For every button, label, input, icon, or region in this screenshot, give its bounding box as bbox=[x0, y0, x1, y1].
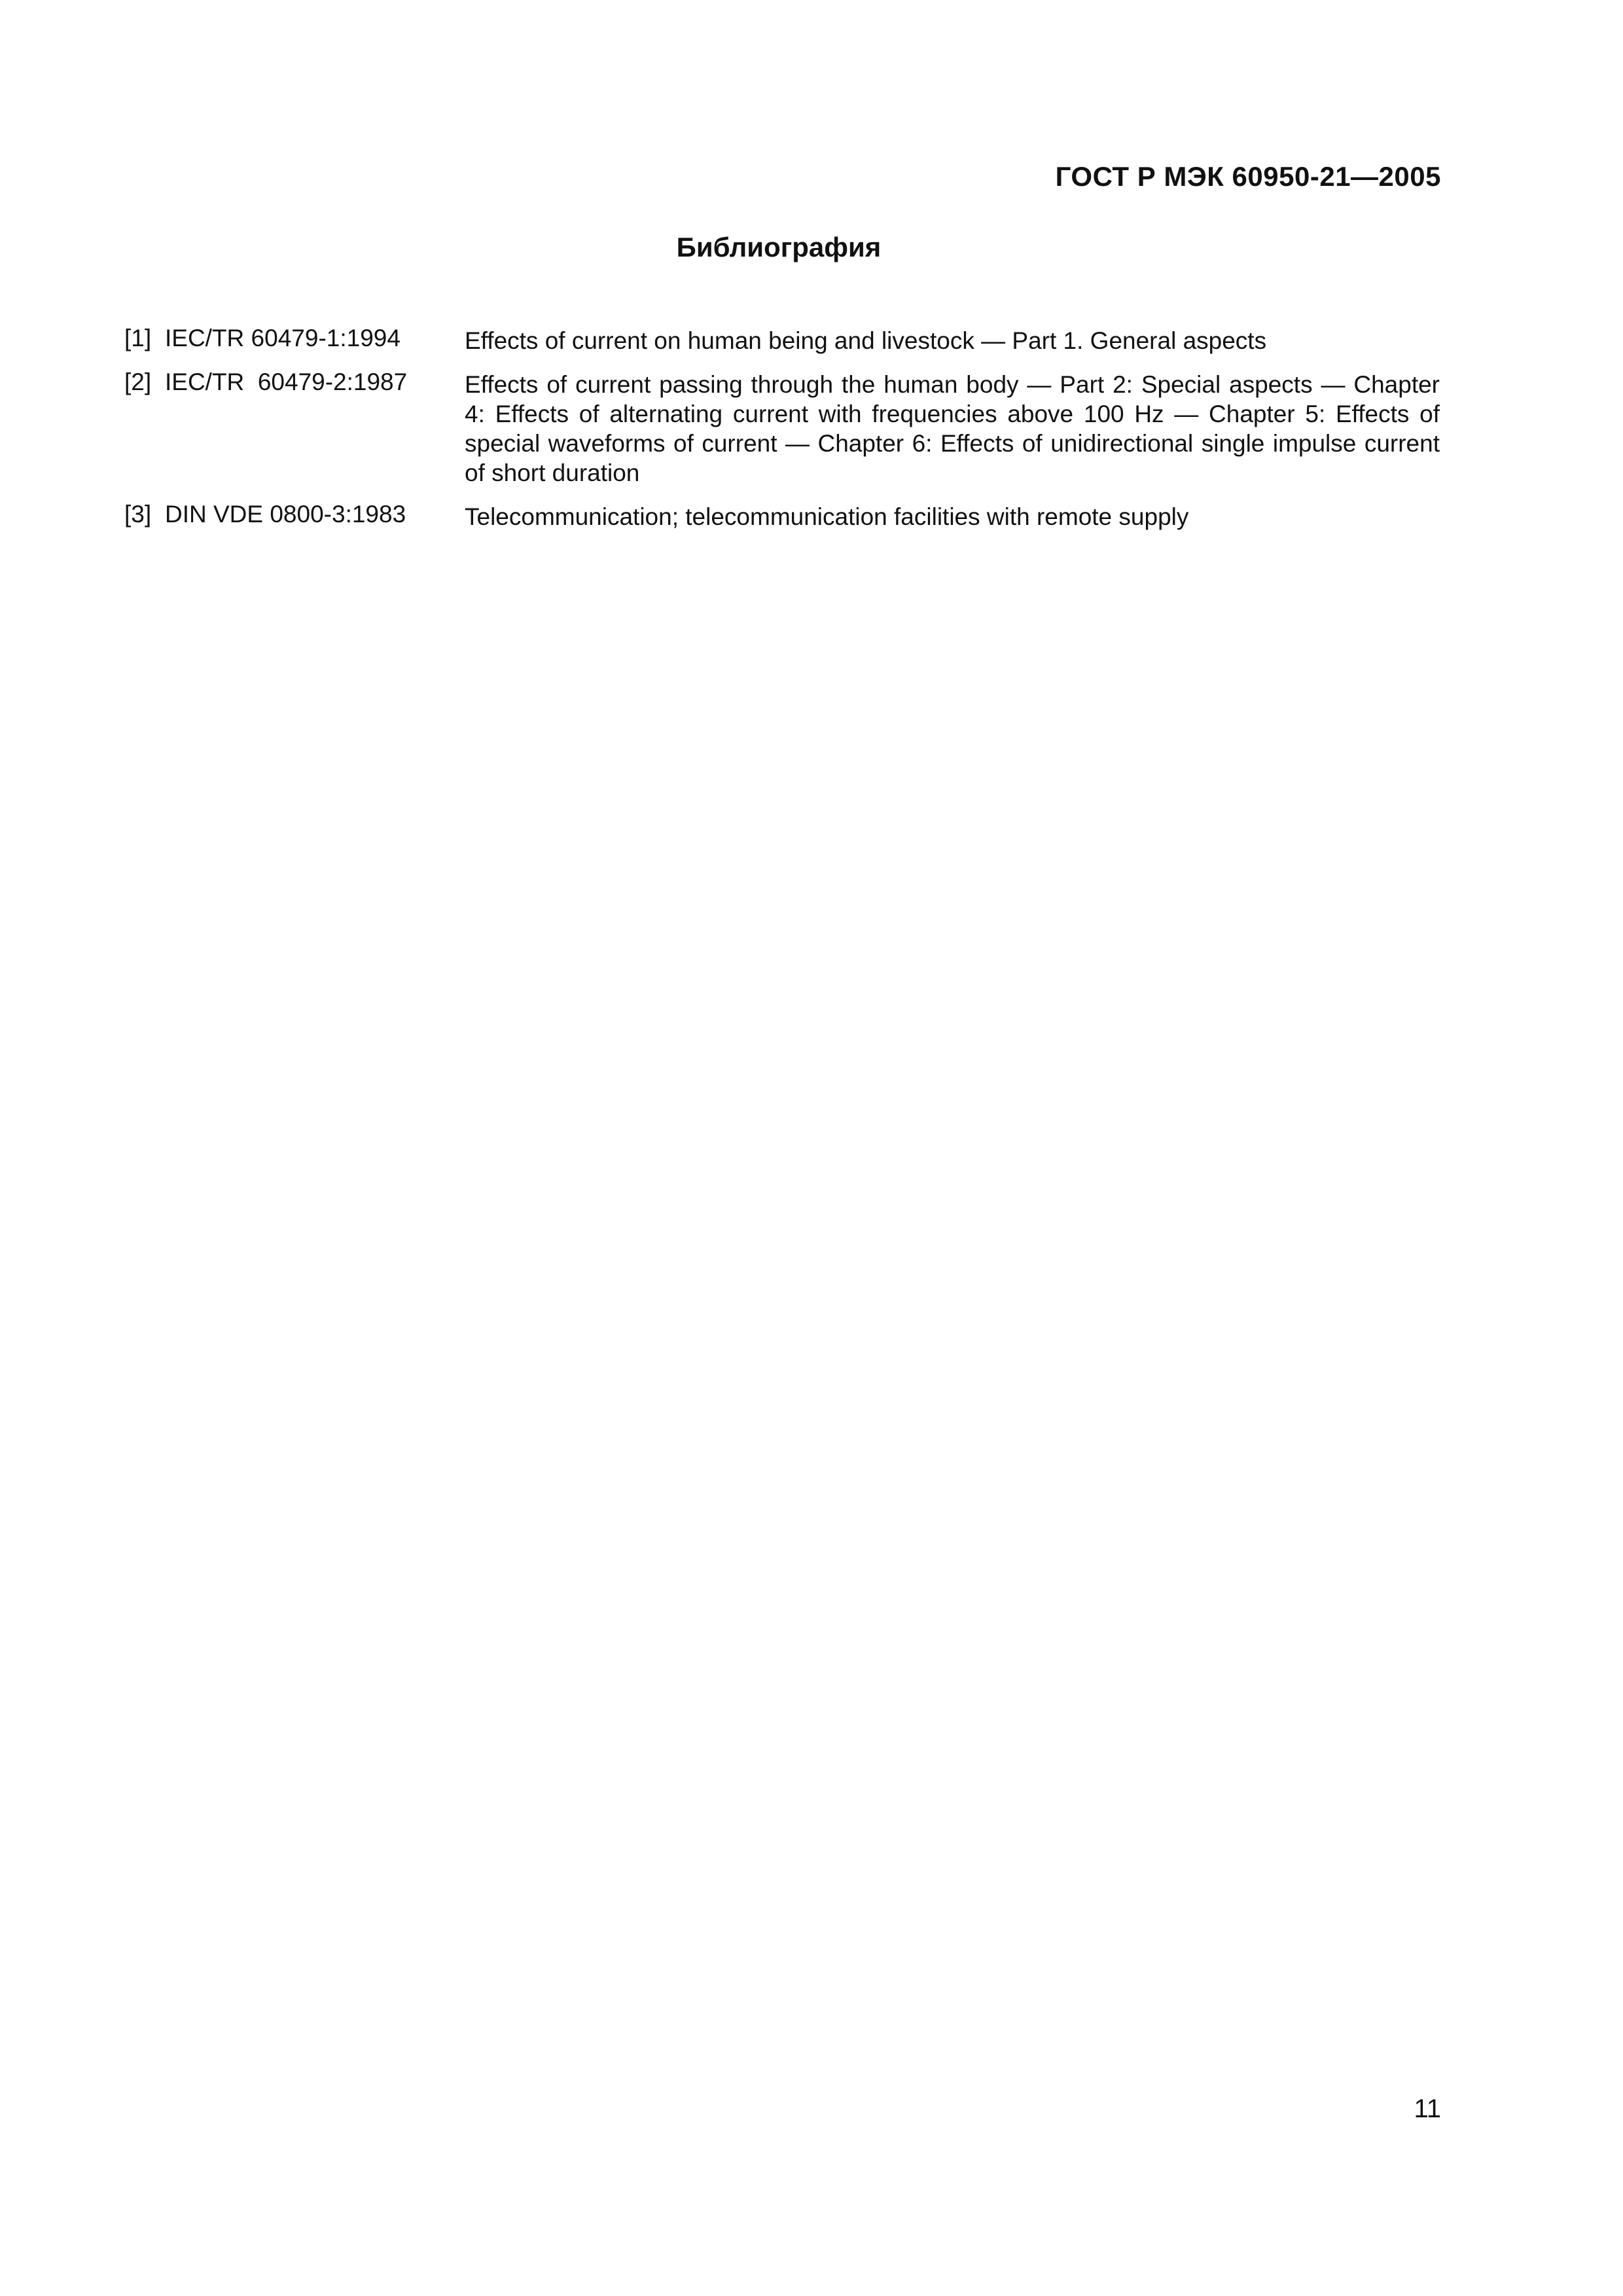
bibliography-list bbox=[124, 323, 1440, 543]
bibliography-entry-description: Effects of current passing through the human body — Part 2: Special aspects — Chapter 4: Effects of alternating current with frequencies above 100 Hz — Chapter 5: Effects of special waveforms of current — Chapter 6: Effects of unidirectional single impulse current of short duration bbox=[465, 371, 1440, 486]
bibliography-entry-code: DIN VDE 0800-3:1983 bbox=[165, 501, 406, 528]
bibliography-entry-description: Telecommunication; telecommunication facilities with remote supply bbox=[465, 503, 1189, 530]
bibliography-entry-1 bbox=[124, 323, 1440, 355]
bibliography-entry-code: IEC/TR 60479-2:1987 bbox=[165, 368, 408, 395]
bibliography-entry-description: Effects of current on human being and livestock — Part 1. General aspects bbox=[465, 327, 1267, 354]
bibliography-entry-number: [2] bbox=[124, 368, 152, 395]
document-standard-header: ГОСТ Р МЭК 60950-21—2005 bbox=[1055, 161, 1441, 192]
page-title: Библиография bbox=[676, 232, 882, 262]
bibliography-entry-2 bbox=[124, 367, 1440, 488]
bibliography-entry-number: [1] bbox=[124, 325, 152, 351]
bibliography-entry-number: [3] bbox=[124, 501, 152, 528]
page-number: 11 bbox=[1414, 2094, 1441, 2123]
bibliography-entry-code: IEC/TR 60479-1:1994 bbox=[165, 325, 401, 351]
bibliography-entry-3 bbox=[124, 499, 1440, 531]
